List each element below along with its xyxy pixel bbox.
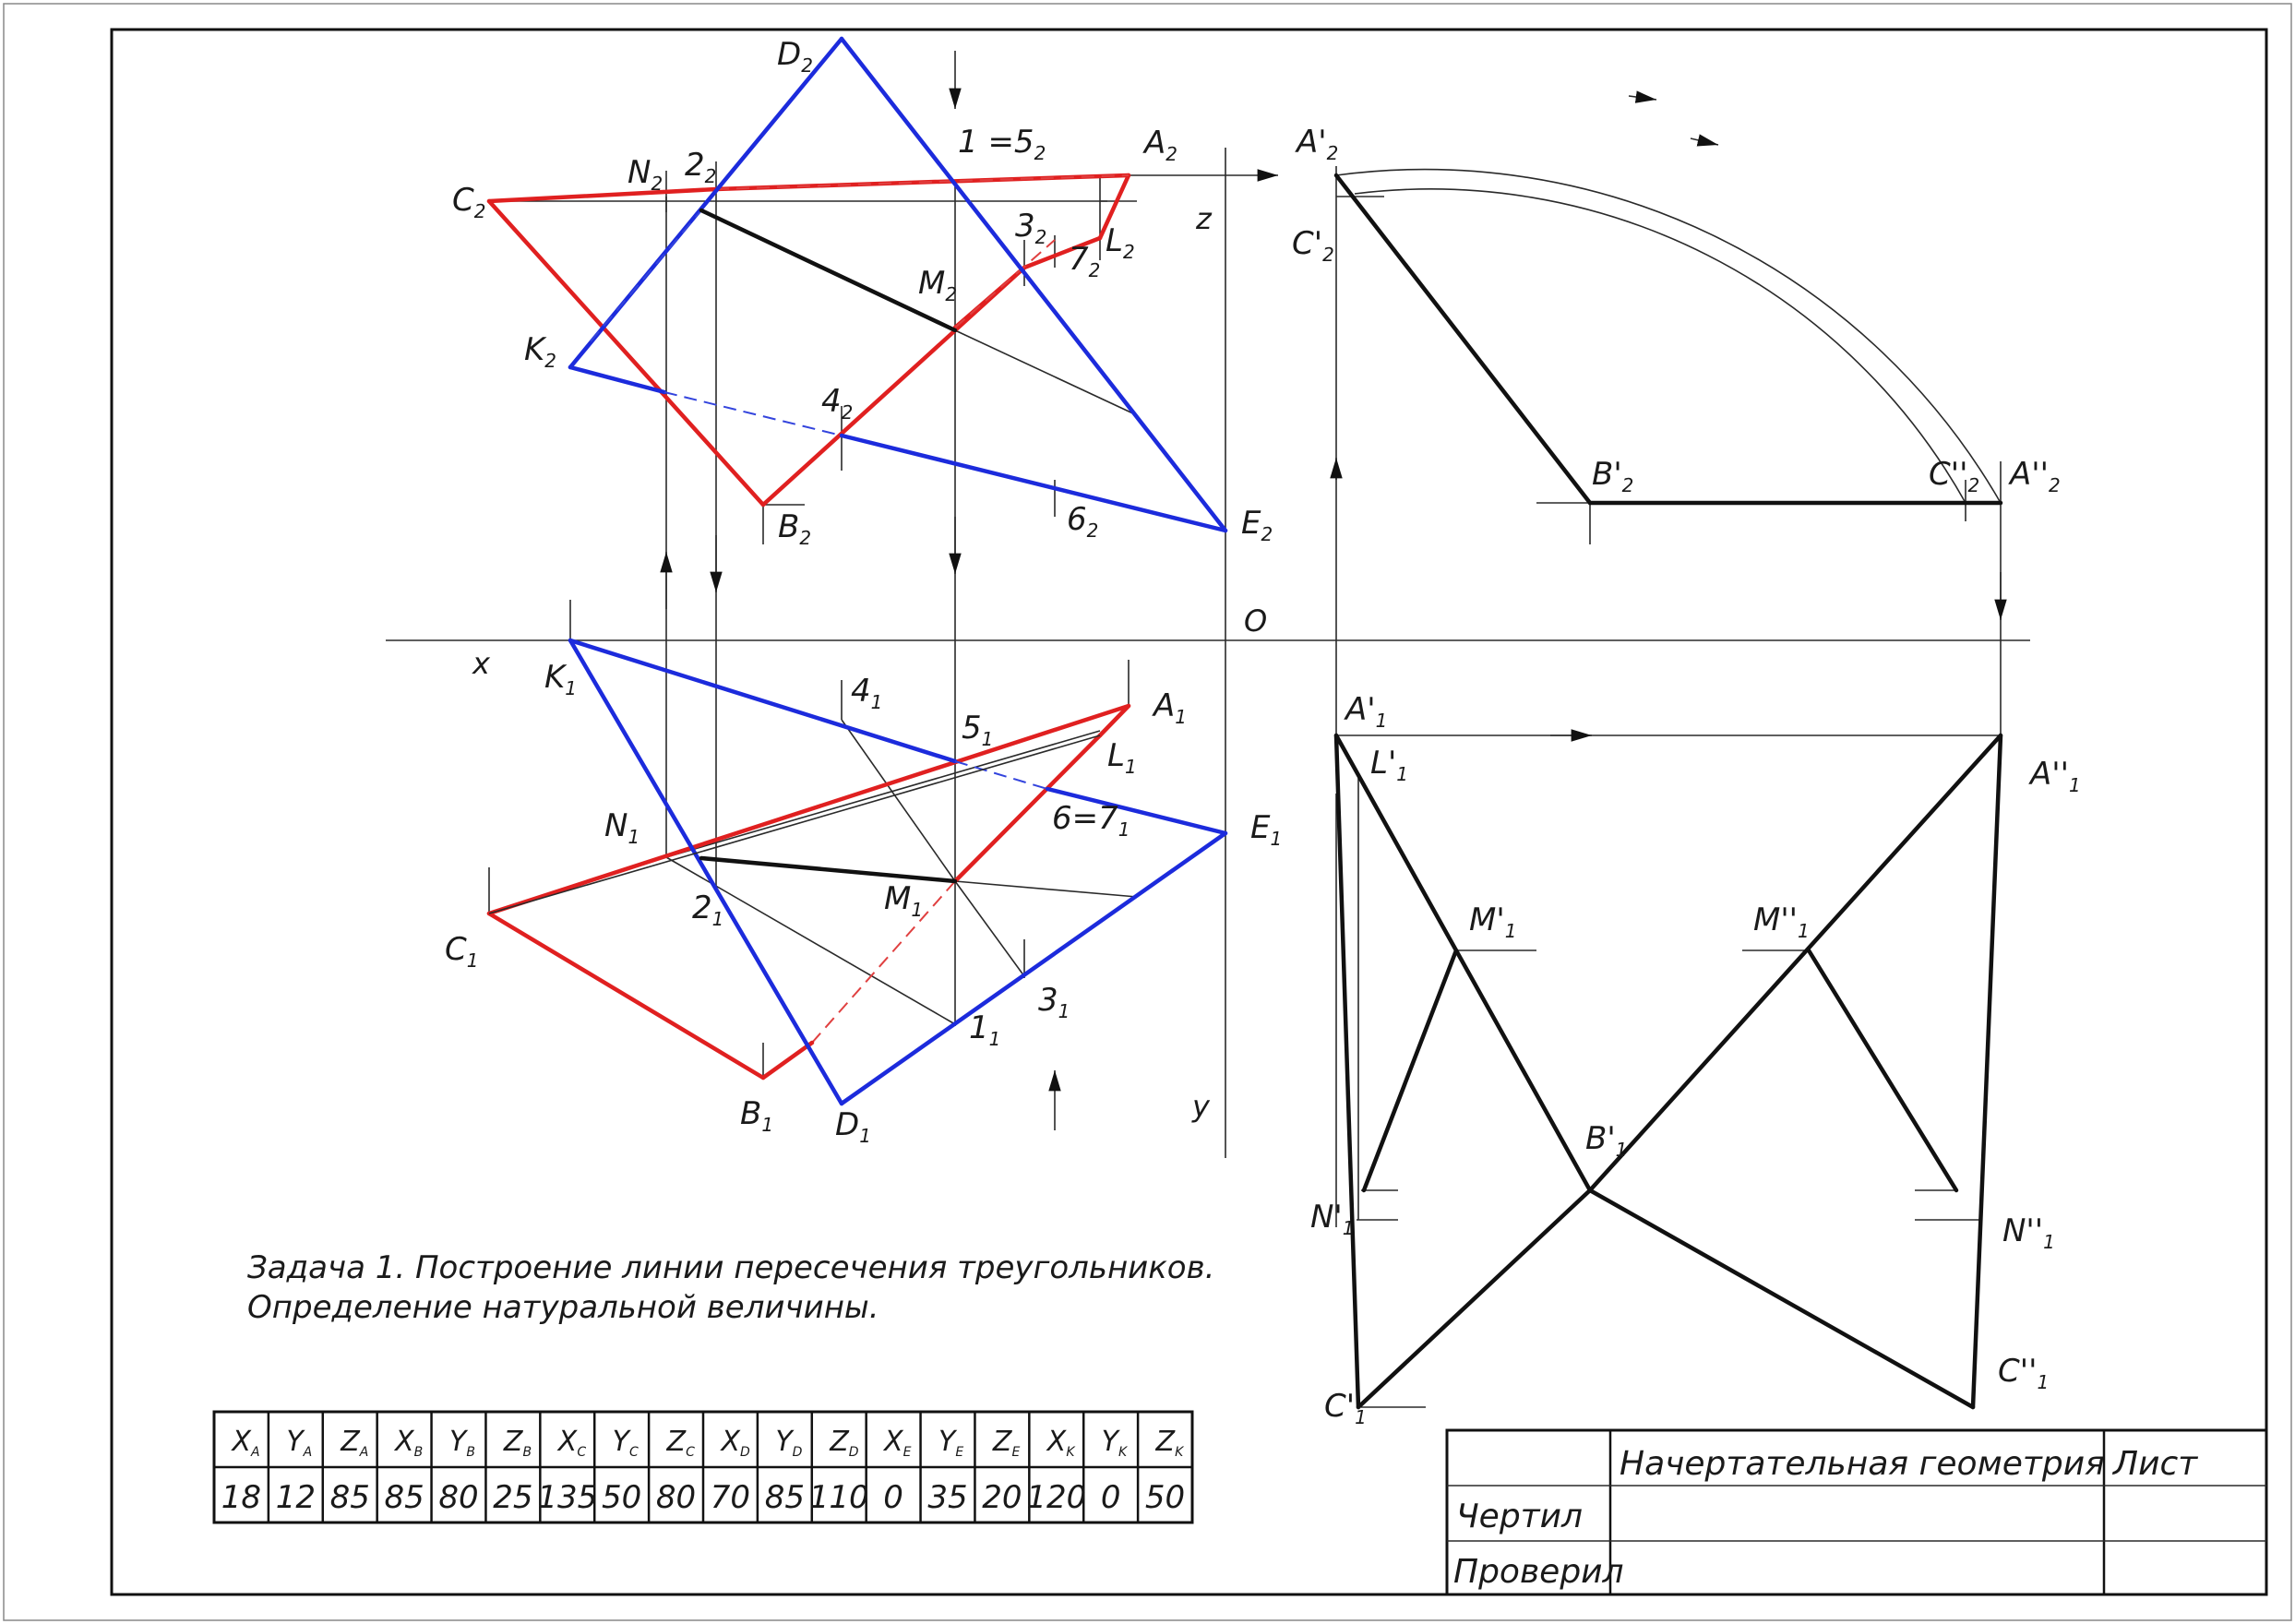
- table-header-cell: $Y_A$: [286, 1426, 313, 1460]
- label-A2pp: $A''_2$: [2010, 456, 2061, 496]
- edge-d2-e2: [842, 39, 1225, 531]
- table-header-cell: $X_D$: [721, 1426, 750, 1460]
- table-header-cell: $Z_B$: [503, 1426, 532, 1460]
- construction-lines: [489, 51, 2001, 1407]
- drawing-frame: [112, 30, 2266, 1594]
- origin-label: O: [1244, 603, 1268, 639]
- table-value-cell: 18: [221, 1479, 262, 1516]
- label-6-7-horizontal: $6=7_1$: [1052, 800, 1130, 841]
- task-title-line1: Задача 1. Построение линии пересечения треугольников.: [247, 1249, 1215, 1286]
- edge-k1-e1: [570, 640, 955, 761]
- table-header-cell: $X_A$: [232, 1426, 260, 1460]
- z-axis-label: z: [1196, 201, 1212, 236]
- label-4-frontal: $4_2$: [821, 383, 854, 424]
- frontal-projection: [452, 36, 1273, 549]
- label-3-frontal: $3_2$: [1015, 208, 1047, 248]
- label-3-horizontal: $3_1$: [1038, 982, 1070, 1022]
- segment-N1p-M1p: [1364, 950, 1456, 1190]
- segment-M1pp-N1pp: [1809, 950, 1956, 1190]
- label-N1pp: $N''_1$: [2002, 1212, 2055, 1253]
- table-header-cell: $X_K$: [1046, 1426, 1075, 1460]
- edge-d1-e1: [842, 833, 1225, 1104]
- edge-c1-b1: [489, 914, 763, 1078]
- segment-A1p-C1p: [1336, 735, 1358, 1407]
- label-M1: $M_1$: [884, 880, 924, 921]
- table-header-cell: $X_C$: [557, 1426, 587, 1460]
- title-block-title: Начертательная геометрия: [1620, 1445, 2105, 1483]
- title-block-drawn: Чертил: [1456, 1498, 1584, 1535]
- label-C2pp: $C''_2$: [1929, 456, 1980, 496]
- label-B1: $B_1$: [740, 1095, 774, 1136]
- intersection-line-frontal: [701, 210, 958, 330]
- label-1-horizontal: $1_1$: [969, 1009, 1001, 1050]
- label-B1p: $B'_1$: [1585, 1120, 1628, 1161]
- table-value-cell: 50: [1144, 1479, 1186, 1516]
- label-M1pp: $M''_1$: [1753, 902, 1810, 942]
- table-header-cell: $Z_K$: [1155, 1426, 1184, 1460]
- label-M1p: $M'_1$: [1469, 902, 1517, 942]
- table-value-cell: 12: [275, 1479, 316, 1516]
- label-1-5: $1 =5_2$: [958, 124, 1046, 164]
- table-header-cell: $Z_D$: [830, 1426, 859, 1460]
- label-L2: $L_2$: [1106, 222, 1135, 263]
- label-D2: $D_2$: [777, 36, 813, 77]
- x-axis-label: x: [472, 646, 490, 681]
- segment-A2p-B2p: [1336, 175, 1590, 503]
- label-B2p: $B'_2$: [1592, 456, 1634, 496]
- table-value-cell: 110: [808, 1479, 869, 1516]
- y-axis-label: y: [1192, 1089, 1210, 1124]
- table-value-cell: 25: [493, 1479, 533, 1516]
- table-value-cell: 35: [927, 1479, 968, 1516]
- transformed-views: [1292, 124, 2081, 1428]
- label-E2: $E_2$: [1241, 505, 1273, 545]
- table-header-cell: $Z_A$: [341, 1426, 369, 1460]
- table-header-cell: $Y_E$: [938, 1426, 964, 1460]
- label-L1: $L_1$: [1107, 737, 1137, 778]
- horizontal-projection: [445, 640, 1282, 1147]
- table-value-cell: 135: [537, 1479, 598, 1516]
- table-header-cell: $Y_D$: [775, 1426, 803, 1460]
- label-4-horizontal: $4_1$: [851, 673, 883, 713]
- label-A2p: $A'_2$: [1297, 124, 1339, 164]
- table-value-cell: 0: [883, 1479, 903, 1516]
- label-D1: $D_1$: [835, 1106, 871, 1147]
- label-A1pp: $A''_1$: [2030, 756, 2081, 796]
- label-C1: $C_1$: [445, 931, 479, 972]
- table-value-cell: 120: [1026, 1479, 1087, 1516]
- label-2-horizontal: $2_1$: [692, 890, 724, 930]
- table-value-cell: 20: [982, 1479, 1022, 1516]
- table-value-cell: 80: [438, 1479, 479, 1516]
- intersection-line-horizontal: [701, 858, 955, 881]
- title-block: [1447, 1430, 2266, 1594]
- task-title-line2: Определение натуральной величины.: [247, 1289, 879, 1326]
- label-K1: $K_1$: [544, 659, 578, 699]
- label-N1: $N_1$: [604, 807, 640, 848]
- segment-A1pp-C1pp: [1973, 735, 2001, 1407]
- table-header-cell: $Y_K$: [1101, 1426, 1128, 1460]
- title-block-sheet: Лист: [2113, 1445, 2198, 1483]
- label-C1pp: $C''_1$: [1998, 1353, 2050, 1393]
- table-header-cell: $X_E$: [884, 1426, 912, 1460]
- axes: [386, 148, 2030, 1158]
- segment-A1pp-B1p: [1590, 735, 2001, 1190]
- table-value-cell: 0: [1100, 1479, 1121, 1516]
- coordinates-table: [214, 1412, 1192, 1522]
- table-header-cell: $Z_C$: [666, 1426, 695, 1460]
- label-2-frontal: $2_2$: [685, 147, 717, 187]
- table-value-cell: 50: [602, 1479, 642, 1516]
- label-6-frontal: $6_2$: [1067, 501, 1099, 542]
- label-E1: $E_1$: [1250, 809, 1283, 850]
- label-A1p: $A'_1$: [1345, 691, 1388, 732]
- table-header-cell: $Z_E$: [992, 1426, 1021, 1460]
- table-header-cell: $X_B$: [395, 1426, 424, 1460]
- segment-B1p-C1pp: [1590, 1190, 1973, 1407]
- table-header-cell: $Y_C$: [612, 1426, 639, 1460]
- segment-C1p-B1p: [1358, 1190, 1590, 1407]
- edge-a1-c1: [489, 706, 1129, 914]
- table-value-cell: 80: [655, 1479, 697, 1516]
- label-B2: $B_2$: [778, 508, 812, 549]
- table-value-cell: 85: [329, 1479, 370, 1516]
- title-block-checked: Проверил: [1453, 1553, 1624, 1591]
- label-N1p: $N'_1$: [1310, 1199, 1355, 1239]
- label-A2: $A_2$: [1144, 125, 1177, 165]
- label-N2: $N_2$: [628, 154, 663, 195]
- label-K2: $K_2$: [524, 331, 557, 372]
- table-value-cell: 85: [384, 1479, 424, 1516]
- label-M2: $M_2$: [918, 265, 958, 305]
- segment-A1p-B1p: [1336, 735, 1590, 1190]
- table-value-cell: 70: [710, 1479, 751, 1516]
- label-L1p: $L'_1$: [1370, 745, 1409, 785]
- label-C2p: $C'_2$: [1292, 225, 1334, 266]
- label-7-frontal: $7_2$: [1069, 241, 1101, 281]
- label-A1: $A_1$: [1153, 687, 1187, 728]
- table-value-cell: 85: [764, 1479, 805, 1516]
- table-header-cell: $Y_B$: [449, 1426, 475, 1460]
- label-C2: $C_2$: [452, 182, 486, 222]
- label-5-horizontal: $5_1$: [962, 710, 994, 750]
- label-C1p: $C'_1$: [1324, 1388, 1367, 1428]
